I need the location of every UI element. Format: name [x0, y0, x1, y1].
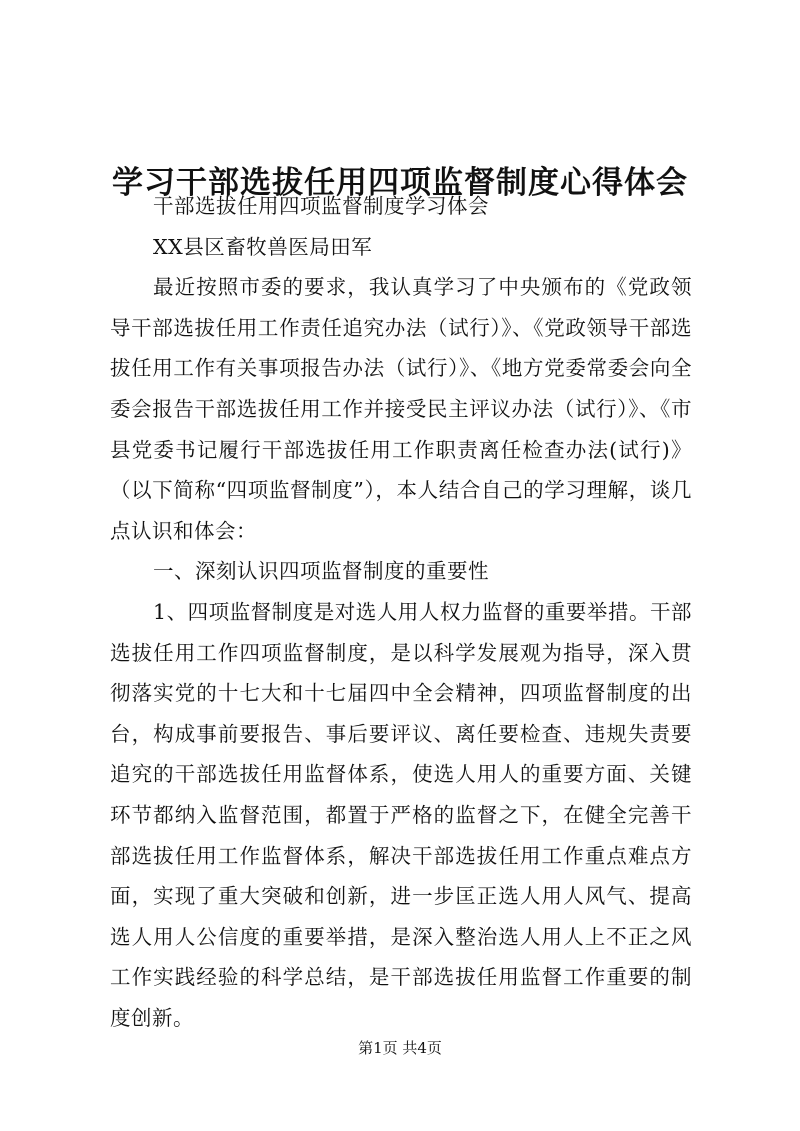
intro-paragraph: 最近按照市委的要求，我认真学习了中央颁布的《党政领导干部选拔任用工作责任追究办法（试行）》、《党政领导干部选拔任用工作有关事项报告办法（试行）》、《地方党委常委会向全委会报告干部选拔任用工作并接受民主评议办法（试行）》、《市县党委书记履行干部选拔任用工作职责离任检查办法(试行)》（以下简称“四项监督制度”），本人结合自己的学习理解，谈几点认识和体会：: [110, 275, 692, 543]
subtitle-paragraph: 干部选拔任用四项监督制度学习体会: [153, 194, 490, 218]
document-body: [110, 186, 692, 1038]
page-footer: 第1页 共4页: [358, 1039, 442, 1057]
document-title: 学习干部选拔任用四项监督制度心得体会: [112, 164, 688, 201]
author-line: XX县区畜牧兽医局田军: [153, 234, 373, 259]
section-heading: 一、深刻认识四项监督制度的重要性: [153, 559, 490, 584]
body-paragraph: 1、四项监督制度是对选人用人权力监督的重要举措。干部选拔任用工作四项监督制度，是以科学发展观为指导，深入贯彻落实党的十七大和十七届四中全会精神，四项监督制度的出台，构成事前要报告、事后要评议、离任要检查、违规失责要追究的干部选拔任用监督体系，使选人用人的重要方面、关键环节都纳入监督范围，都置于严格的监督之下，在健全完善干部选拔任用工作监督体系，解决干部选拔任用工作重点难点方面，实现了重大突破和创新，进一步匡正选人用人风气、提高选人用人公信度的重要举措，是深入整治选人用人上不正之风工作实践经验的科学总结，是干部选拔任用监督工作重要的制度创新。: [110, 599, 692, 1030]
